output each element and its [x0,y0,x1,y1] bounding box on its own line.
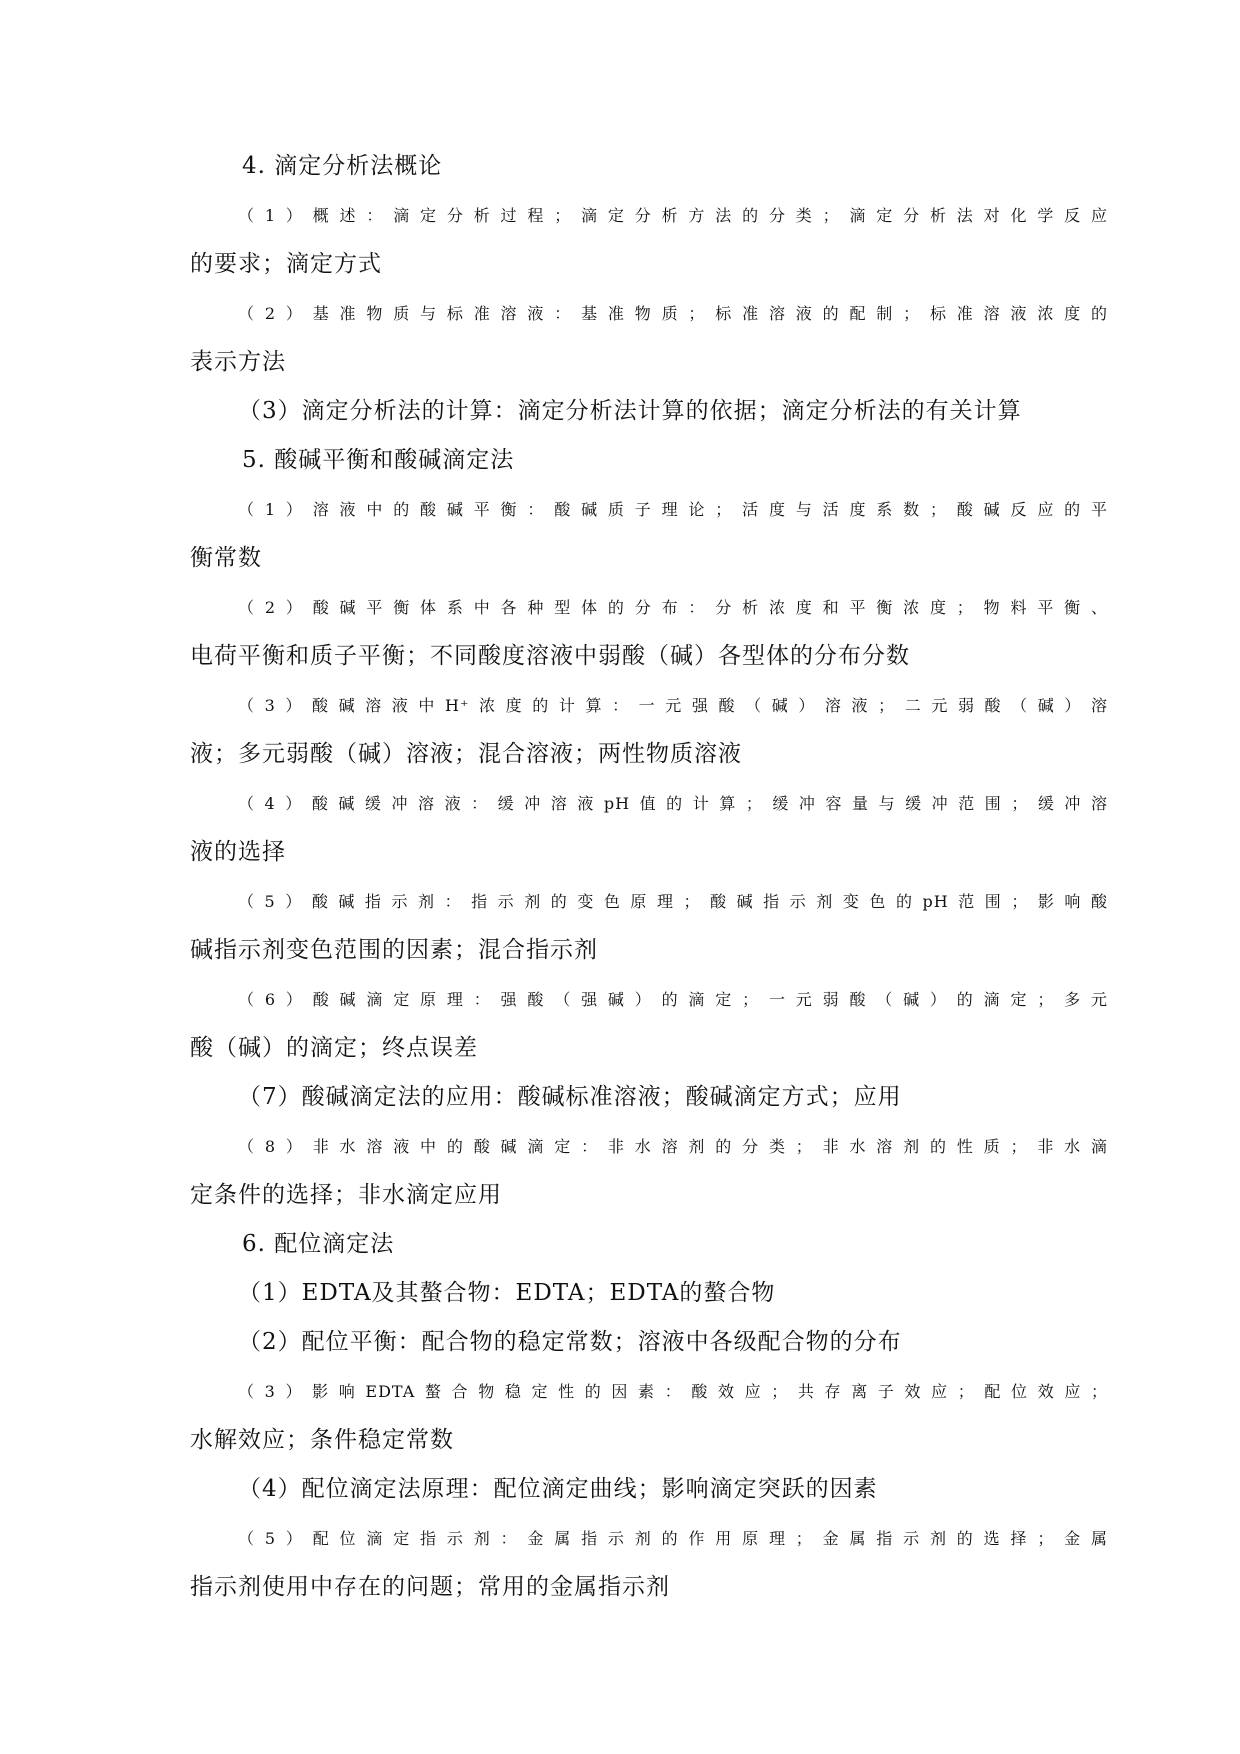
list-item-continuation: 表示方法 [190,349,286,375]
list-item: （2）酸碱平衡体系中各种型体的分布：分析浓度和平衡浓度；物料平衡、 [238,598,1108,617]
list-item: （3）滴定分析法的计算：滴定分析法计算的依据；滴定分析法的有关计算 [238,398,1022,424]
list-item-continuation: 定条件的选择；非水滴定应用 [190,1182,502,1208]
list-item-continuation: 碱指示剂变色范围的因素；混合指示剂 [190,937,598,963]
list-item-continuation: 衡常数 [190,545,262,571]
list-item-continuation: 液的选择 [190,839,286,865]
list-item: （1）EDTA及其螯合物：EDTA；EDTA的螯合物 [238,1280,776,1306]
list-item-continuation: 的要求；滴定方式 [190,251,382,277]
list-item: （3）影响EDTA螯合物稳定性的因素：酸效应；共存离子效应；配位效应； [238,1382,1108,1401]
section-heading: 4. 滴定分析法概论 [242,153,443,179]
list-item: （1）概述：滴定分析过程；滴定分析方法的分类；滴定分析法对化学反应 [238,206,1108,225]
list-item: （4）酸碱缓冲溶液：缓冲溶液pH值的计算；缓冲容量与缓冲范围；缓冲溶 [238,794,1108,813]
list-item: （2）配位平衡：配合物的稳定常数；溶液中各级配合物的分布 [238,1329,902,1355]
document-body [190,142,1108,1612]
list-item: （7）酸碱滴定法的应用：酸碱标准溶液；酸碱滴定方式；应用 [238,1084,902,1110]
list-item-continuation: 水解效应；条件稳定常数 [190,1427,454,1453]
list-item: （4）配位滴定法原理：配位滴定曲线；影响滴定突跃的因素 [238,1476,878,1502]
list-item: （6）酸碱滴定原理：强酸（强碱）的滴定；一元弱酸（碱）的滴定；多元 [238,990,1108,1009]
list-item-continuation: 酸（碱）的滴定；终点误差 [190,1035,478,1061]
list-item-continuation: 电荷平衡和质子平衡；不同酸度溶液中弱酸（碱）各型体的分布分数 [190,643,910,669]
list-item: （2）基准物质与标准溶液：基准物质；标准溶液的配制；标准溶液浓度的 [238,304,1108,323]
section-heading: 5. 酸碱平衡和酸碱滴定法 [242,447,515,473]
list-item: （8）非水溶液中的酸碱滴定：非水溶剂的分类；非水溶剂的性质；非水滴 [238,1137,1108,1156]
list-item: （1）溶液中的酸碱平衡：酸碱质子理论；活度与活度系数；酸碱反应的平 [238,500,1108,519]
list-item-continuation: 指示剂使用中存在的问题；常用的金属指示剂 [190,1574,670,1600]
section-heading: 6. 配位滴定法 [242,1231,395,1257]
list-item: （5）酸碱指示剂：指示剂的变色原理；酸碱指示剂变色的pH范围；影响酸 [238,892,1108,911]
list-item: （3）酸碱溶液中H⁺浓度的计算：一元强酸（碱）溶液；二元弱酸（碱）溶 [238,696,1108,715]
list-item-continuation: 液；多元弱酸（碱）溶液；混合溶液；两性物质溶液 [190,741,742,767]
list-item: （5）配位滴定指示剂：金属指示剂的作用原理；金属指示剂的选择；金属 [238,1529,1108,1548]
